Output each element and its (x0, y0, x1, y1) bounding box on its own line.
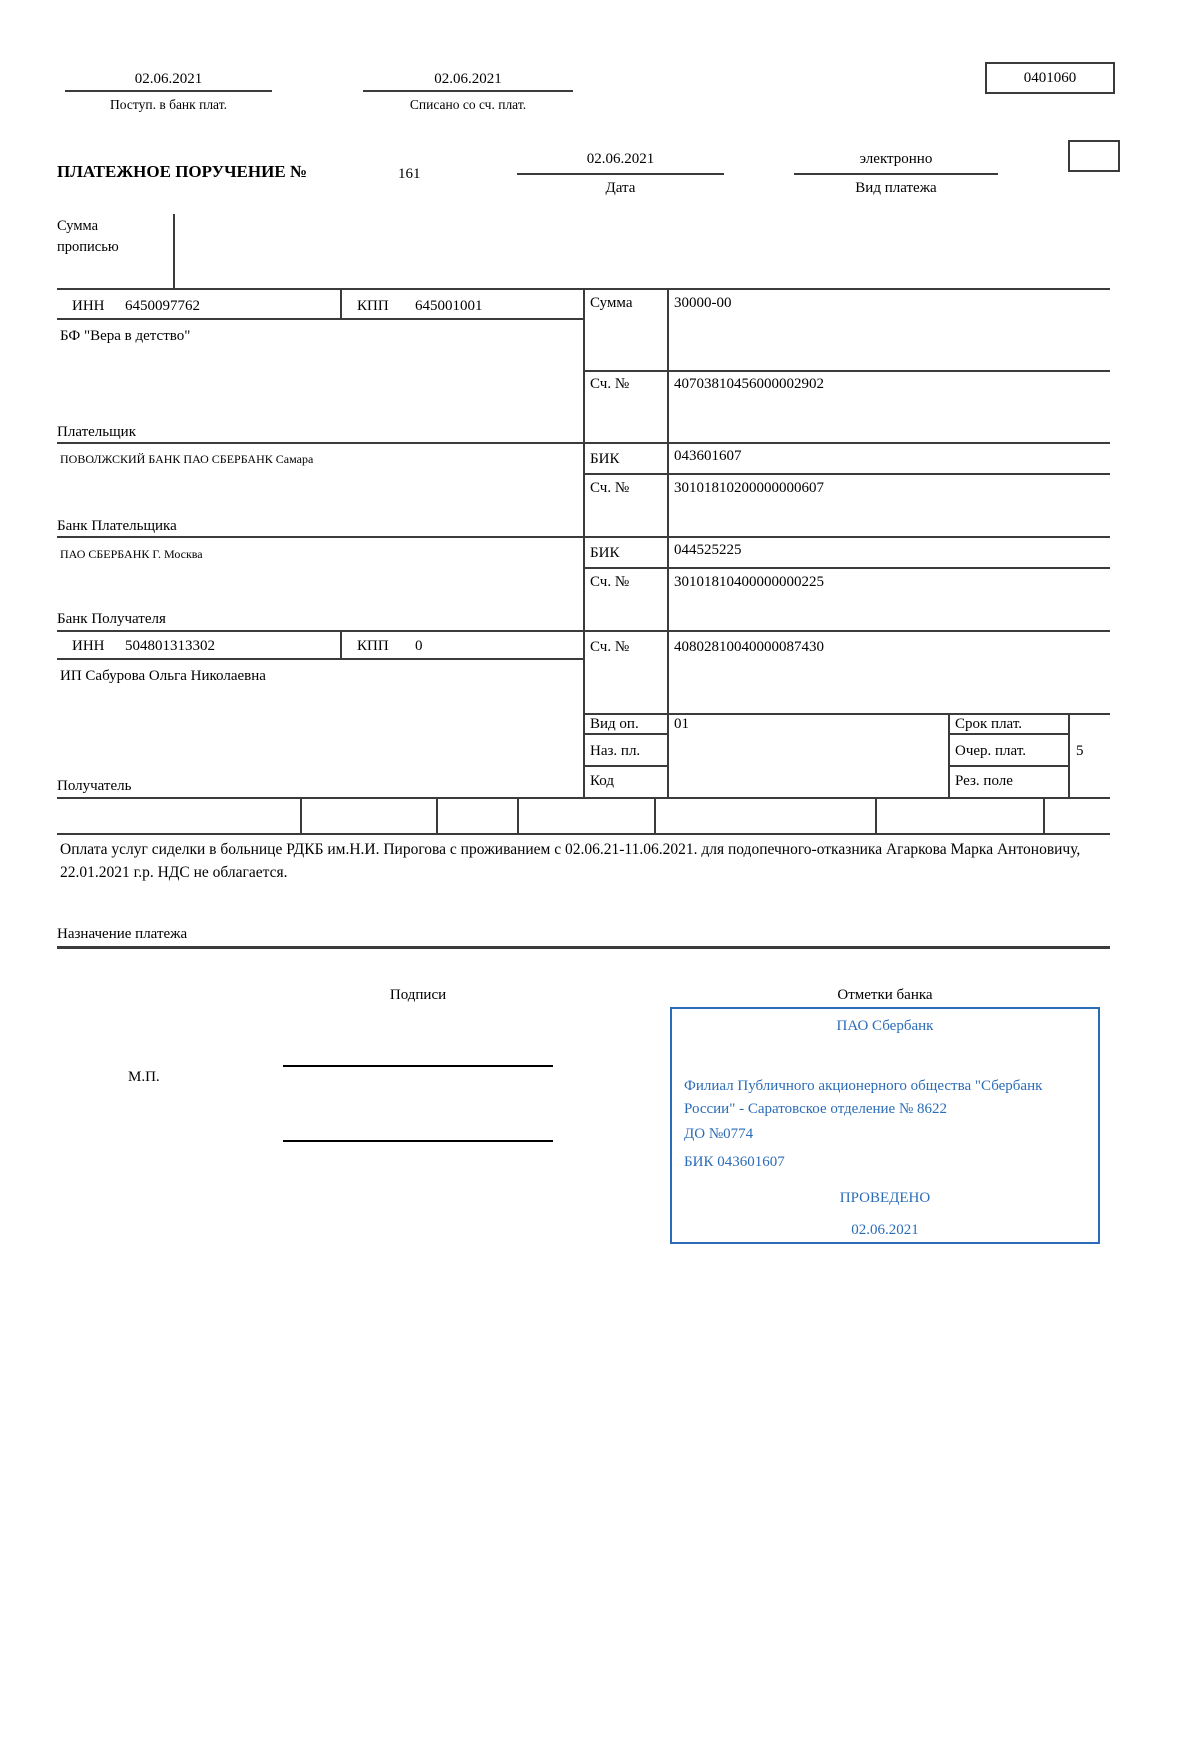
payee-bank-bik-label: БИК (590, 545, 620, 561)
payer-inn-label: ИНН (72, 298, 105, 314)
divider-line (363, 90, 573, 92)
payee-account: 40802810040000087430 (674, 639, 824, 655)
payer-account: 40703810456000002902 (674, 376, 824, 392)
payee-bank-name: ПАО СБЕРБАНК Г. Москва (60, 547, 203, 561)
stamp-bik: БИК 043601607 (684, 1154, 785, 1170)
payee-kpp: 0 (415, 638, 423, 654)
stamp-bank-name: ПАО Сбербанк (836, 1018, 934, 1034)
divider-line (65, 90, 272, 92)
stamp-place-label: М.П. (128, 1069, 160, 1085)
divider-line (667, 288, 669, 797)
divider-line (57, 833, 1110, 835)
divider-line (300, 797, 302, 833)
stamp-date: 02.06.2021 (851, 1222, 919, 1238)
payee-inn: 504801313302 (125, 638, 215, 654)
debited-date-value: 02.06.2021 (434, 71, 502, 87)
bank-marks-label: Отметки банка (837, 987, 933, 1003)
payer-kpp: 645001001 (415, 298, 483, 314)
divider-line (794, 173, 998, 175)
stamp-branch: Филиал Публичного акционерного общества "Сбербанк России" - Саратовское отделение № 8622 (684, 1078, 1043, 1117)
bank-stamp-box (670, 1007, 1100, 1244)
divider-line (57, 318, 583, 320)
received-date-label: Поступ. в банк плат. (110, 97, 227, 112)
op-kind: 01 (674, 716, 689, 732)
divider-line (583, 733, 667, 735)
divider-line (517, 797, 519, 833)
divider-line (340, 288, 342, 320)
stamp-status: ПРОВЕДЕНО (839, 1190, 931, 1206)
payer-bank-label: Банк Плательщика (57, 518, 177, 534)
payee-bank-label: Банк Получателя (57, 611, 166, 627)
debited-date-label: Списано со сч. плат. (409, 97, 527, 112)
divider-line (583, 765, 667, 767)
payee-inn-label: ИНН (72, 638, 105, 654)
document-title: ПЛАТЕЖНОЕ ПОРУЧЕНИЕ № (57, 162, 308, 181)
priority-box (1068, 140, 1120, 172)
payer-label: Плательщик (57, 424, 136, 440)
divider-line (583, 473, 1110, 475)
payee-bank-account-label: Сч. № (590, 574, 630, 590)
amount-label: Сумма (590, 295, 633, 311)
signature-line (283, 1140, 553, 1142)
reserve-label: Рез. поле (955, 773, 1013, 789)
payer-account-label: Сч. № (590, 376, 630, 392)
document-date-label: Дата (605, 180, 636, 196)
order-label: Очер. плат. (955, 743, 1026, 759)
signatures-label: Подписи (389, 987, 447, 1003)
divider-line (583, 567, 1110, 569)
payer-bank-account-label: Сч. № (590, 480, 630, 496)
payer-inn: 6450097762 (125, 298, 200, 314)
divider-line (948, 765, 1068, 767)
purpose-code-label: Наз. пл. (590, 743, 641, 759)
payment-kind-label: Вид платежа (855, 180, 937, 196)
op-kind-label: Вид оп. (590, 716, 639, 732)
amount-in-words-label: Сумма прописью (57, 218, 119, 255)
payee-account-label: Сч. № (590, 639, 630, 655)
divider-line (517, 173, 724, 175)
payee-bank-account: 30101810400000000225 (674, 574, 824, 590)
payer-bank-bik: 043601607 (674, 448, 742, 464)
divider-line (875, 797, 877, 833)
divider-line (340, 630, 342, 660)
divider-line (57, 658, 583, 660)
payer-kpp-label: КПП (357, 298, 389, 314)
payee-label: Получатель (57, 778, 132, 794)
stamp-office: ДО №0774 (684, 1126, 754, 1142)
document-date-value: 02.06.2021 (586, 151, 655, 167)
payee-name: ИП Сабурова Ольга Николаевна (60, 668, 266, 684)
divider-line (436, 797, 438, 833)
divider-line (948, 733, 1068, 735)
signature-line (283, 1065, 553, 1067)
due-date-label: Срок плат. (955, 716, 1023, 732)
divider-line (583, 288, 585, 797)
divider-line (583, 370, 1110, 372)
received-date-value: 02.06.2021 (134, 71, 203, 87)
purpose-label: Назначение платежа (57, 926, 188, 942)
code-label: Код (590, 773, 614, 789)
divider-line (57, 946, 1110, 949)
divider-line (1043, 797, 1045, 833)
payer-bank-bik-label: БИК (590, 451, 620, 467)
payee-bank-bik: 044525225 (674, 542, 742, 558)
payer-name: БФ "Вера в детство" (60, 328, 191, 344)
divider-line (583, 713, 1110, 715)
amount-value: 30000-00 (674, 295, 732, 311)
payment-kind-value: электронно (859, 151, 933, 167)
divider-line (948, 713, 950, 797)
payee-kpp-label: КПП (357, 638, 389, 654)
form-code-box (985, 62, 1115, 94)
purpose-text: Оплата услуг сиделки в больнице РДКБ им.Н.И. Пирогова с проживанием с 02.06.21-11.06.2021. для подопечного-отказника Агаркова Марка Антоновичу, 22.01.2021 г.р. НДС не облагается. (60, 841, 1081, 881)
divider-line (654, 797, 656, 833)
order-value: 5 (1076, 743, 1084, 759)
divider-line (57, 797, 1110, 799)
divider-line (173, 214, 175, 288)
document-number: 161 (398, 166, 421, 182)
form-code: 0401060 (1023, 70, 1077, 86)
payer-bank-account: 30101810200000000607 (674, 480, 824, 496)
divider-line (1068, 713, 1070, 797)
payer-bank-name: ПОВОЛЖСКИЙ БАНК ПАО СБЕРБАНК Самара (60, 452, 314, 466)
